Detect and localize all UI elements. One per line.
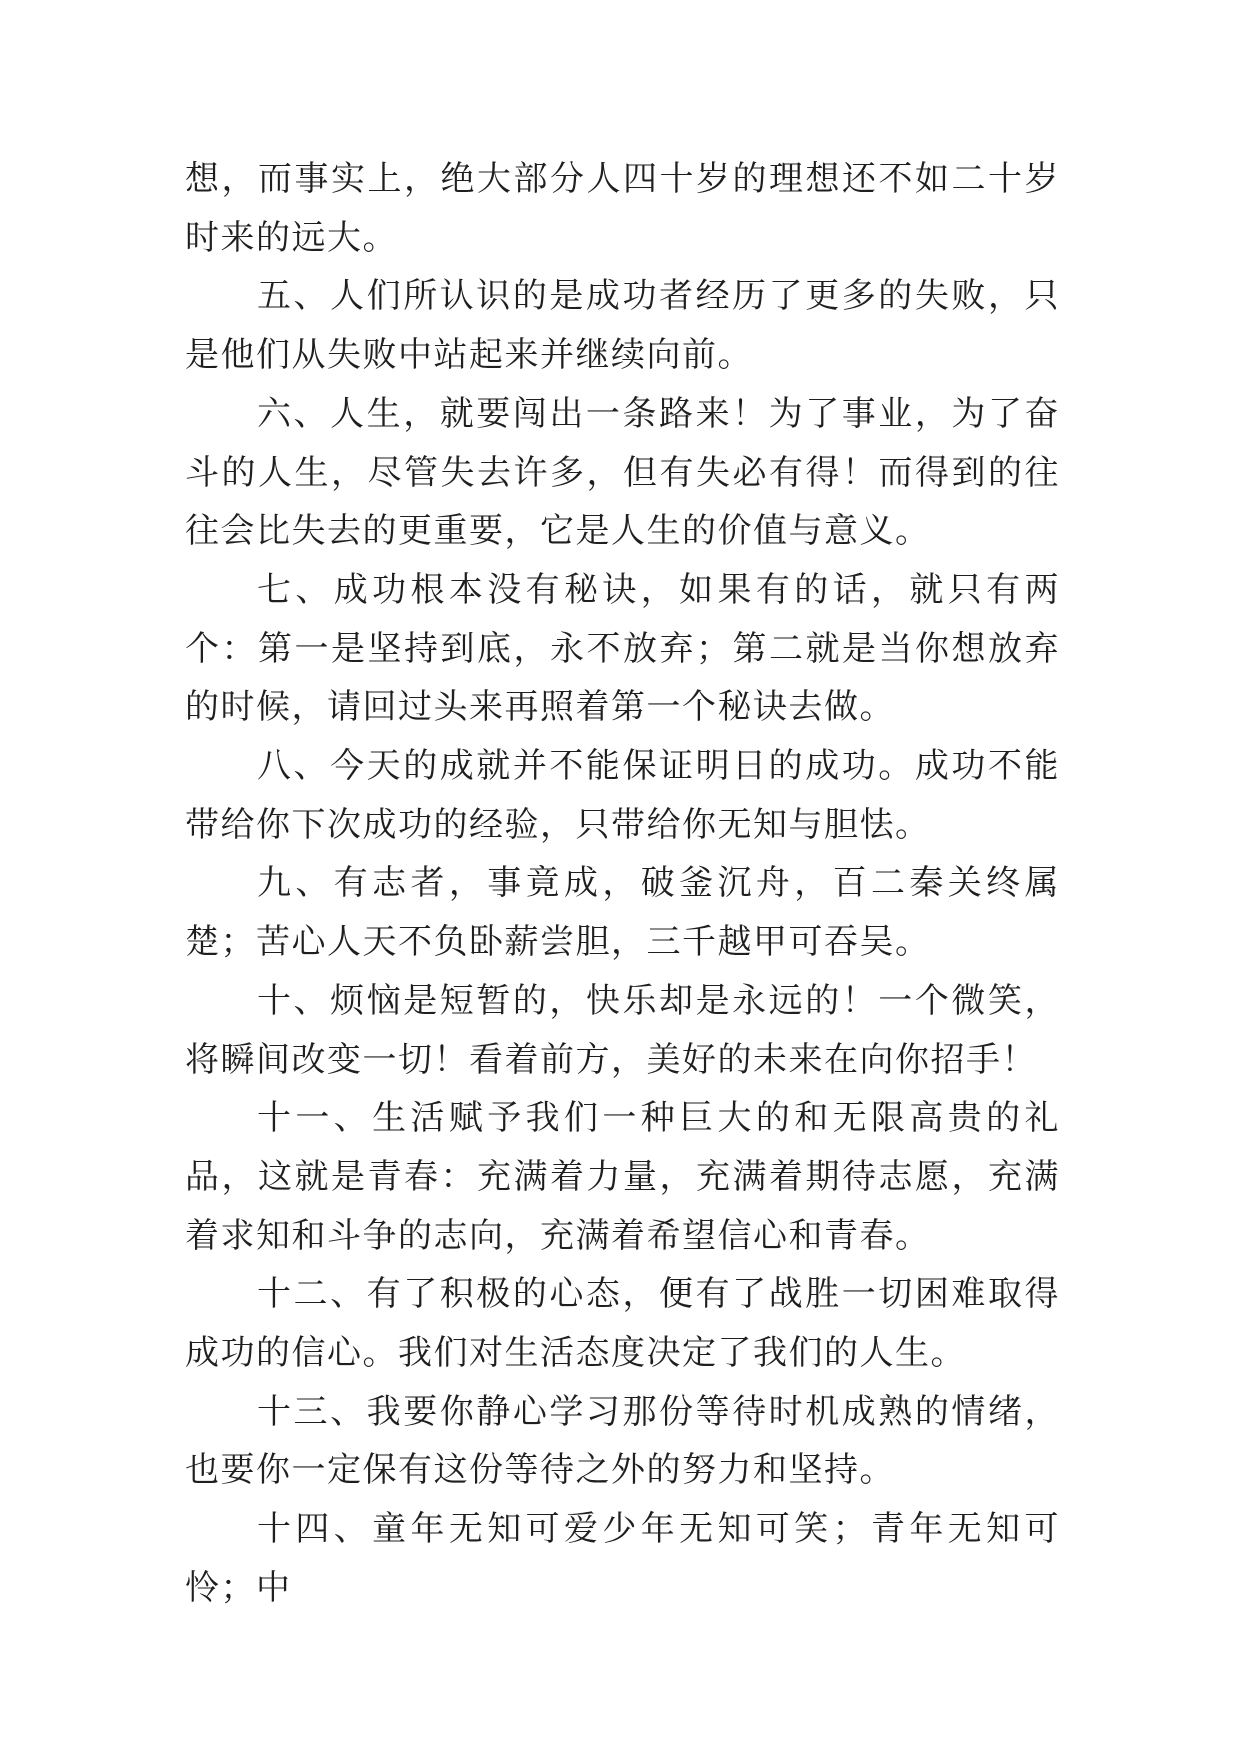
paragraph-item-4-continuation: 想，而事实上，绝大部分人四十岁的理想还不如二十岁时来的远大。 xyxy=(185,161,1060,257)
paragraph-item-5: 五、人们所认识的是成功者经历了更多的失败，只是他们从失败中站起来并继续向前。 xyxy=(185,278,1060,375)
paragraph-item-8: 八、今天的成就并不能保证明日的成功。成功不能带给你下次成功的经验，只带给你无知与胆怯。 xyxy=(185,748,1060,844)
paragraph-item-12: 十二、有了积极的心态，便有了战胜一切困难取得成功的信心。我们对生活态度决定了我们的人生。 xyxy=(185,1276,1060,1373)
paragraph-item-13: 十三、我要你静心学习那份等待时机成熟的情绪，也要你一定保有这份等待之外的努力和坚持。 xyxy=(185,1393,1060,1490)
paragraph-item-7: 七、成功根本没有秘诀，如果有的话，就只有两个：第一是坚持到底，永不放弃；第二就是当你想放弃的时候，请回过头来再照着第一个秘诀去做。 xyxy=(185,571,1060,727)
paragraph-item-6: 六、人生，就要闯出一条路来！为了事业，为了奋斗的人生，尽管失去许多，但有失必有得！而得到的往往会比失去的更重要，它是人生的价值与意义。 xyxy=(185,395,1060,551)
paragraph-item-14-cutoff: 十四、童年无知可爱少年无知可笑；青年无知可怜；中 xyxy=(185,1511,1060,1607)
paragraph-item-9: 九、有志者，事竟成，破釜沉舟，百二秦关终属楚；苦心人天不负卧薪尝胆，三千越甲可吞吴。 xyxy=(185,865,1060,962)
paragraph-item-11: 十一、生活赋予我们一种巨大的和无限高贵的礼品，这就是青春：充满着力量，充满着期待志愿，充满着求知和斗争的志向，充满着希望信心和青春。 xyxy=(185,1100,1060,1255)
document-body xyxy=(185,151,1060,1619)
paragraph-item-10: 十、烦恼是短暂的，快乐却是永远的！一个微笑，将瞬间改变一切！看着前方，美好的未来在向你招手！ xyxy=(185,982,1060,1079)
